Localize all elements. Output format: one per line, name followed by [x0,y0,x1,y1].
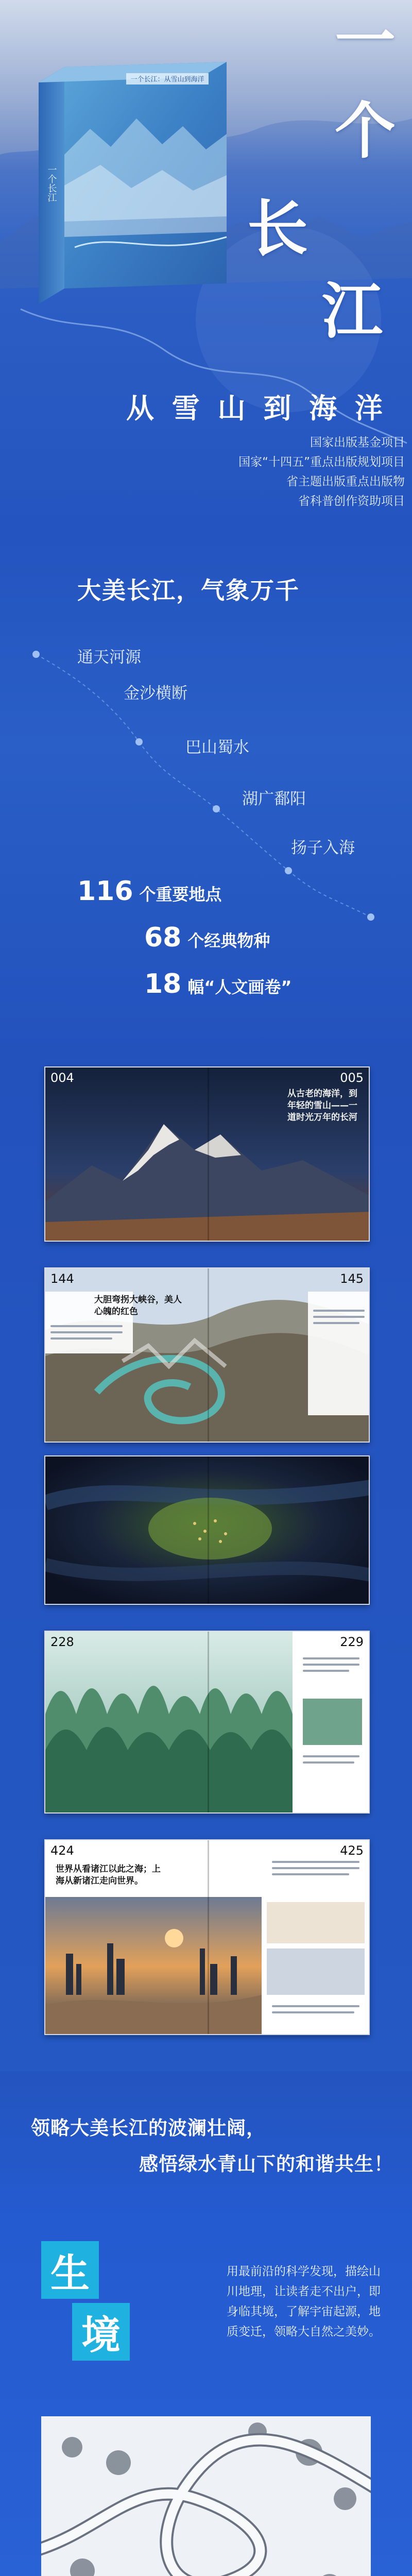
title-char-3: 长 [247,193,308,264]
text-line [313,1322,359,1324]
text-line [303,1761,354,1764]
page-number-left: 228 [50,1635,74,1649]
station-1: 通天河源 [77,648,141,667]
spreads-section [0,1051,412,2071]
page-number-left: 424 [50,1843,74,1858]
page-number-left: 004 [50,1071,74,1085]
text-line [303,1657,359,1659]
text-line [303,1670,349,1672]
hero-section [0,0,412,536]
spread-424-425 [44,1839,370,2035]
title-char-4: 江 [322,275,383,347]
journey-section [0,536,412,1051]
stat-species-label: 个经典物种 [187,931,270,951]
page-number-right: 005 [340,1071,364,1085]
spine-gutter [208,1456,209,1604]
title-char-1: 一 [335,5,396,76]
stat-scrolls-label: 幅“人文画卷” [187,977,292,997]
page-number-right: 425 [340,1843,364,1858]
spread-caption: 世界从看诸江以此之海；上海从新诸江走向世界。 [56,1864,161,1886]
stat-scrolls-number: 18 [144,969,182,999]
spread-144-145 [44,1267,370,1443]
spine-gutter [208,1840,209,2034]
station-2: 金沙横断 [124,684,187,703]
stat-species [144,922,270,953]
book-cover-title: 一个长江：从雪山到海洋 [130,76,204,83]
book-cover [28,62,232,304]
spread-caption: 大胆弯拐大峡谷，美人心魄的红色 [94,1295,182,1317]
environment-char-1: 生 [41,2241,99,2299]
text-line [50,1331,123,1333]
text-line [50,1325,123,1327]
station-5: 扬子入海 [291,839,355,857]
snow-road-photo [41,2416,371,2576]
credit-line-4: 省科普创作资助项目 [298,495,405,508]
spine-gutter [208,1268,209,1442]
page-number-right: 145 [340,1272,364,1286]
slogan-band [0,2071,412,2221]
text-line [313,1310,365,1312]
hero-subtitle: 从 雪 山 到 海 洋 [126,392,387,425]
credit-line-1: 国家出版基金项目 [310,436,405,449]
station-3: 巴山蜀水 [185,738,249,757]
environment-char-2: 境 [72,2303,130,2361]
station-4: 湖广鄱阳 [242,790,306,808]
credit-line-3: 省主题出版重点出版物 [286,475,405,488]
page-number-left: 144 [50,1272,74,1286]
spread-004-005 [44,1066,370,1242]
stat-places-label: 个重要地点 [139,885,222,904]
journey-slogan: 大美长江，气象万千 [77,577,300,604]
text-line [272,2005,359,2007]
chapter-environment [0,2221,412,2576]
spine-gutter [208,1632,209,1812]
stat-places-number: 116 [77,876,133,907]
text-line [272,2011,354,2013]
environment-text: 用最前沿的科学发现，描绘山川地理，让读者走不出户，即身临其境，了解宇宙起源，地质变迁，领略大自然之美妙。 [227,2265,381,2339]
band-line-1: 领略大美长江的波澜壮阔， [31,2116,266,2139]
text-line [272,1867,359,1869]
text-line [272,1873,349,1875]
credit-line-2: 国家“十四五”重点出版规划项目 [238,455,405,469]
stat-species-number: 68 [144,922,182,953]
spread-aerial-village [44,1455,370,1605]
book-spine-title: 一个长江 [46,165,57,202]
text-line [50,1337,112,1340]
text-line [313,1316,365,1318]
text-line [303,1664,359,1666]
band-line-2: 感悟绿水青山下的和谐共生！ [139,2153,393,2175]
stat-scrolls [144,969,291,999]
spine-gutter [208,1067,209,1241]
text-line [272,1861,359,1863]
stat-places [77,876,222,907]
title-char-2: 个 [335,95,396,166]
spread-228-229 [44,1631,370,1814]
text-line [303,1755,359,1757]
spread-caption: 从古老的海洋，到年轻的雪山——一道时光万年的长河 [287,1089,357,1123]
page-number-right: 229 [340,1635,364,1649]
